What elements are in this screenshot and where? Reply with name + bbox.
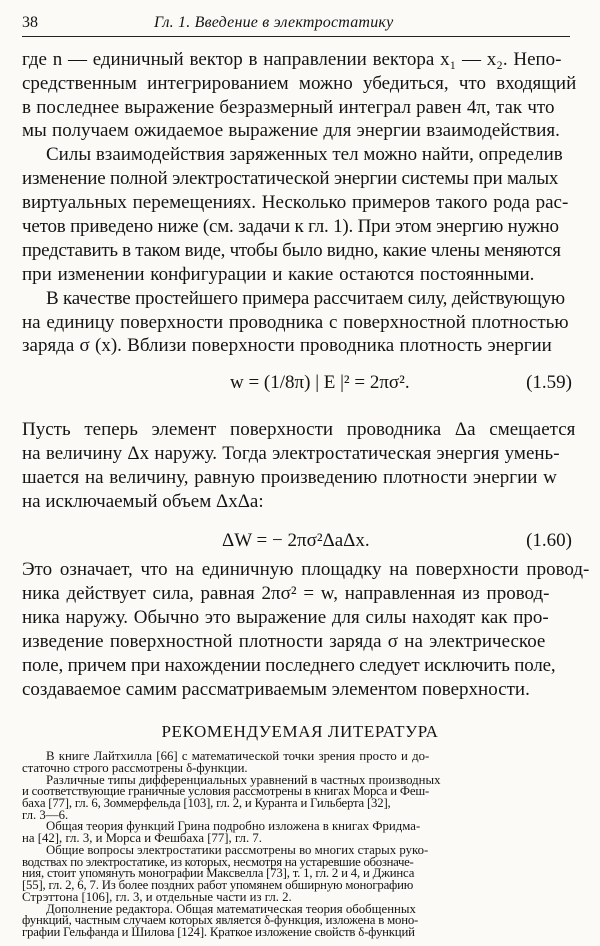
running-title: Гл. 1. Введение в электростатику	[154, 14, 394, 31]
body-line: на исключаемый объем ΔxΔa:	[22, 491, 264, 512]
literature-line: и соответствующие граничные условия рассмотрены в книгах Морса и Феш-	[22, 784, 430, 799]
body-line: представить в таком виде, чтобы было видно, какие члены меняются	[22, 240, 561, 261]
literature-line: на [42], гл. 3, и Морса и Фешбаха [77], гл. 7.	[22, 831, 262, 846]
literature-line: Общие вопросы электростатики рассмотрены во многих старых руко-	[46, 842, 429, 857]
body-line: поле, причем при нахождении последнего следует исключить поле,	[22, 655, 556, 676]
equation-1-60: ΔW = − 2πσ²ΔaΔx.	[222, 530, 370, 551]
equation-1-59: w = (1/8π) | E |² = 2πσ².	[230, 372, 410, 393]
literature-line: Стрэттона [106], гл. 3, и отдельные части из гл. 2.	[22, 889, 292, 904]
equation-number: (1.60)	[526, 530, 572, 551]
literature-line: функций, частным случаем которых является δ-функция, изложена в моно-	[22, 913, 419, 928]
literature-line: Различные типы дифференциальных уравнений в частных производных	[46, 772, 441, 787]
equation-number: (1.59)	[526, 372, 572, 393]
literature-line: гл. 3—6.	[22, 807, 69, 822]
body-line: заряда σ (x). Вблизи поверхности проводника плотность энергии	[22, 335, 552, 356]
page-number: 38	[22, 14, 38, 31]
body-line: Это означает, что на единичную площадку на поверхности провод-	[22, 559, 590, 580]
body-line: на величину Δx наружу. Тогда электростатическая энергия умень-	[22, 443, 560, 464]
section-heading: РЕКОМЕНДУЕМАЯ ЛИТЕРАТУРА	[161, 722, 439, 741]
body-line: средственным интегрированием можно убедиться, что входящий	[22, 73, 577, 94]
body-line: в последнее выражение безразмерный интеграл равен 4π, так что	[22, 97, 555, 118]
body-line: В качестве простейшего примера рассчитаем силу, действующую	[46, 288, 565, 309]
literature-line: графии Гельфанда и Шилова [124]. Краткое изложение свойств δ-функций	[22, 925, 415, 939]
body-line: Силы взаимодействия заряженных тел можно найти, определив	[46, 144, 563, 165]
body-line: мы получаем ожидаемое выражение для энергии взаимодействия.	[22, 120, 560, 141]
body-line: изменение полной электростатической энергии системы при малых	[22, 168, 559, 189]
body-line: ника действует сила, равная 2πσ² = w, направленная из провод-	[22, 583, 550, 604]
literature-line: ния, стоит упомянуть монографии Максвелла [73], т. 1, гл. 2 и 4, и Джинса	[22, 866, 415, 881]
body-line: четов приведено ниже (см. задачи к гл. 1). При этом энергию нужно	[22, 216, 559, 237]
body-line: при изменении конфигурации и какие остаются постоянными.	[22, 264, 535, 285]
body-line: создаваемое самим рассматриваемым элементом поверхности.	[22, 679, 530, 700]
body-line: изведение поверхностной плотности заряда σ на электрическое	[22, 631, 546, 652]
body-line: шается на величину, равную произведению плотности энергии w	[22, 467, 557, 488]
literature-line: баха [77], гл. 6, Зоммерфельда [103], гл. 2, и Куранта и Гильберта [32],	[22, 795, 391, 810]
body-line: Пусть теперь элемент поверхности проводника Δa смещается	[22, 419, 576, 440]
body-line: на единицу поверхности проводника с поверхностной плотностью	[22, 312, 569, 333]
page-header	[22, 10, 570, 37]
literature-line: В книге Лайтхилла [66] с математической точки зрения просто и до-	[46, 749, 430, 763]
literature-line: [55], гл. 2, 6, 7. Из более поздних работ упомянем обширную монографию	[22, 878, 414, 893]
literature-line: Дополнение редактора. Общая математическая теория обобщенных	[46, 901, 416, 916]
literature-line: статочно строго рассмотрены δ-функции.	[22, 760, 248, 775]
literature-line: Общая теория функций Грина подробно изложена в книгах Фридма-	[46, 819, 421, 834]
literature-line: водствах по электростатике, из которых, несмотря на устаревшие обозначе-	[22, 854, 414, 869]
body-line: виртуальных перемещениях. Несколько примеров такого рода рас-	[22, 192, 569, 213]
body-line: ника наружу. Обычно это выражение для силы находят как про-	[22, 607, 549, 628]
body-line: где n — единичный вектор в направлении вектора x₁ — x₂. Непо-	[22, 49, 562, 70]
